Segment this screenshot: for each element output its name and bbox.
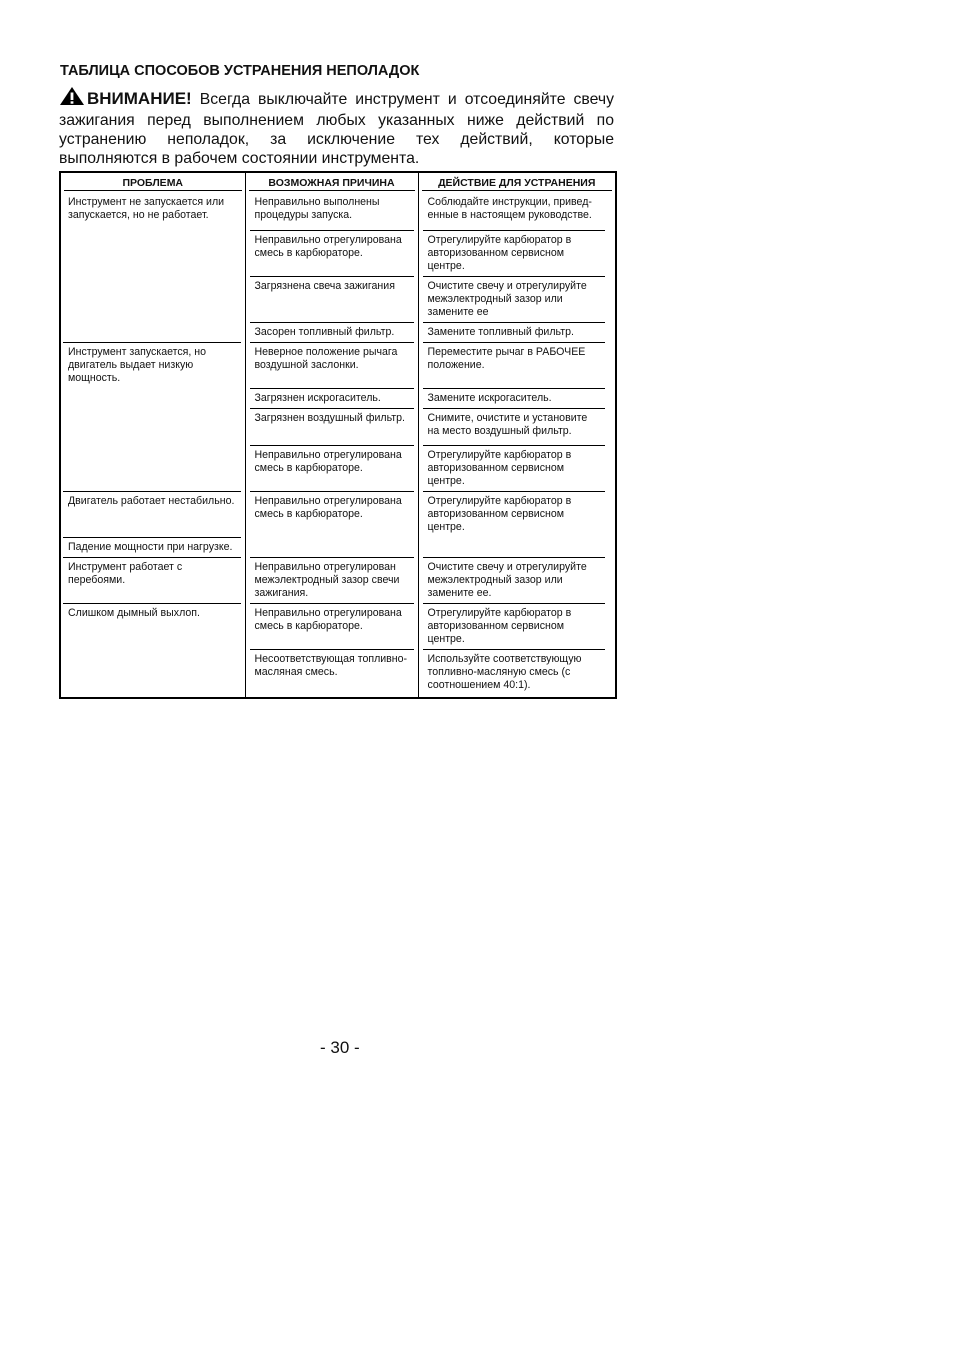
warning-triangle-icon bbox=[59, 86, 85, 111]
header-action: ДЕЙСТВИЕ ДЛЯ УСТРАНЕНИЯ bbox=[418, 172, 616, 193]
cause-cell bbox=[245, 537, 418, 557]
cause-cell-text: Неверное положение рычага воздушной заслонки. bbox=[250, 342, 414, 379]
table-row bbox=[60, 230, 616, 276]
table-row bbox=[60, 408, 616, 445]
table-row bbox=[60, 649, 616, 698]
action-cell bbox=[418, 557, 616, 603]
action-cell-text: Используйте соответствующую топливно-масляную смесь (с соотношением 40:1). bbox=[423, 649, 606, 697]
problem-cell bbox=[60, 322, 245, 342]
action-cell bbox=[418, 230, 616, 276]
action-cell bbox=[418, 408, 616, 445]
page-title: ТАБЛИЦА СПОСОБОВ УСТРАНЕНИЯ НЕПОЛАДОК bbox=[60, 63, 420, 79]
problem-cell bbox=[60, 649, 245, 698]
cause-cell bbox=[245, 445, 418, 491]
problem-cell bbox=[60, 537, 245, 557]
cause-cell-text: Неправильно выполнены процедуры запуска. bbox=[254, 196, 380, 221]
action-cell bbox=[418, 445, 616, 491]
problem-cell-text: Инструмент работает с перебоями. bbox=[63, 557, 241, 600]
action-cell bbox=[418, 342, 616, 388]
action-cell-text: Очистите свечу и отрегулируйте межэлектродный зазор или замените ее bbox=[423, 276, 606, 322]
action-cell bbox=[418, 322, 616, 342]
action-cell bbox=[418, 388, 616, 408]
table-row bbox=[60, 193, 616, 230]
cause-cell-text: Засорен топливный фильтр. bbox=[250, 322, 414, 342]
problem-cell-text: Падение мощности при нагрузке. bbox=[63, 537, 241, 557]
problem-cell-text: Слишком дымный выхлоп. bbox=[63, 603, 241, 639]
cause-cell bbox=[245, 388, 418, 408]
action-cell bbox=[418, 276, 616, 322]
cause-cell bbox=[245, 491, 418, 537]
table-row bbox=[60, 322, 616, 342]
table-row bbox=[60, 276, 616, 322]
cause-cell-text: Неправильно отрегулирована смесь в карбюраторе. bbox=[250, 445, 414, 482]
cause-cell-text: Загрязнен искрогаситель. bbox=[250, 388, 414, 408]
table-row bbox=[60, 537, 616, 557]
action-cell bbox=[418, 193, 616, 230]
cause-cell-text: Неправильно отрегулирована смесь в карбюраторе. bbox=[250, 491, 414, 524]
action-cell bbox=[418, 603, 616, 649]
problem-cell bbox=[60, 491, 245, 537]
problem-cell bbox=[60, 276, 245, 322]
table-row bbox=[60, 491, 616, 537]
cause-cell-text: Неправильно отрегулирован межэлектродный зазор свечи зажигания. bbox=[250, 557, 414, 603]
warning-label: ВНИМАНИЕ! bbox=[87, 89, 192, 108]
action-cell-text: Соблюдайте инструкции, привед-енные в настоящем руководстве. bbox=[427, 196, 592, 221]
action-cell-text: Отрегулируйте карбюратор в авторизованном сервисном центре. bbox=[423, 491, 606, 537]
table-row bbox=[60, 388, 616, 408]
warning-paragraph bbox=[59, 86, 614, 168]
cause-cell-text: Неправильно отрегулирована смесь в карбюраторе. bbox=[250, 603, 414, 639]
action-cell bbox=[418, 649, 616, 698]
cause-cell bbox=[245, 557, 418, 603]
troubleshooting-table bbox=[59, 171, 617, 699]
cause-cell bbox=[245, 342, 418, 388]
warning-text: Всегда выключайте инструмент и отсоединяйте свечу зажигания перед выполнением любых указанных ниже действий по устранению неполадок, за исключение тех действий, которые выполняются в рабочем состоянии инструмента. bbox=[59, 91, 614, 167]
cause-cell-text: Загрязнена свеча зажигания bbox=[250, 276, 414, 322]
problem-cell bbox=[60, 342, 245, 388]
action-cell-text: Снимите, очистите и установите на место воздушный фильтр. bbox=[423, 408, 606, 445]
cause-cell bbox=[245, 230, 418, 276]
action-cell-text: Очистите свечу и отрегулируйте межэлектродный зазор или замените ее. bbox=[423, 557, 606, 603]
action-cell-text: Отрегулируйте карбюратор в авторизованном сервисном центре. bbox=[423, 230, 606, 276]
problem-cell bbox=[60, 408, 245, 445]
problem-cell-text: Инструмент не запускается или запускается, но не работает. bbox=[68, 196, 225, 221]
header-cause: ВОЗМОЖНАЯ ПРИЧИНА bbox=[245, 172, 418, 193]
problem-cell bbox=[60, 230, 245, 276]
table-row bbox=[60, 342, 616, 388]
cause-cell-text: Неправильно отрегулирована смесь в карбюраторе. bbox=[250, 230, 414, 267]
cause-cell bbox=[245, 649, 418, 698]
problem-cell-text: Инструмент запускается, но двигатель выдает низкую мощность. bbox=[63, 342, 241, 388]
cause-cell bbox=[245, 603, 418, 649]
action-cell bbox=[418, 491, 616, 537]
table-row bbox=[60, 445, 616, 491]
table-header-row bbox=[60, 172, 616, 193]
problem-cell bbox=[60, 603, 245, 649]
problem-cell bbox=[60, 557, 245, 603]
table-row bbox=[60, 557, 616, 603]
problem-cell bbox=[60, 445, 245, 491]
action-cell-text: Переместите рычаг в РАБОЧЕЕ положение. bbox=[423, 342, 606, 379]
cause-cell-text: Загрязнен воздушный фильтр. bbox=[250, 408, 414, 445]
action-cell-text: Отрегулируйте карбюратор в авторизованном сервисном центре. bbox=[423, 445, 606, 491]
action-cell-text: Отрегулируйте карбюратор в авторизованном сервисном центре. bbox=[423, 603, 606, 649]
problem-cell-text: Двигатель работает нестабильно. bbox=[63, 491, 241, 511]
cause-cell bbox=[245, 408, 418, 445]
cause-cell bbox=[245, 276, 418, 322]
header-problem: ПРОБЛЕМА bbox=[60, 172, 245, 193]
action-cell-text: Замените топливный фильтр. bbox=[423, 322, 606, 342]
page-number: - 30 - bbox=[320, 1038, 360, 1057]
table-row bbox=[60, 603, 616, 649]
problem-cell bbox=[60, 193, 245, 230]
cause-cell bbox=[245, 193, 418, 230]
action-cell bbox=[418, 537, 616, 557]
action-cell-text: Замените искрогаситель. bbox=[423, 388, 606, 408]
problem-cell bbox=[60, 388, 245, 408]
cause-cell bbox=[245, 322, 418, 342]
cause-cell-text: Несоответствующая топливно-масляная смесь. bbox=[250, 649, 414, 697]
table-body bbox=[60, 193, 616, 698]
